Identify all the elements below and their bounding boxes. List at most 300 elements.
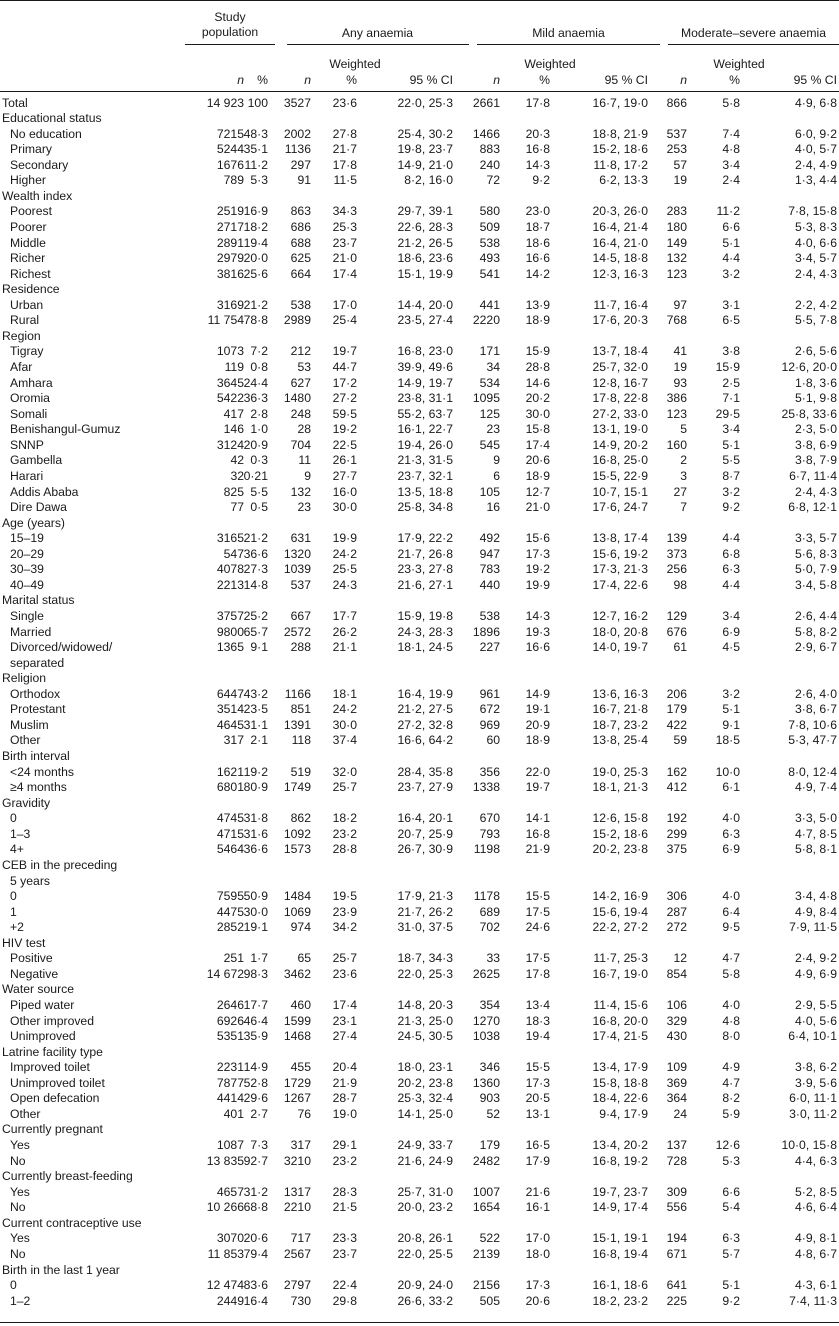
row-label: Somali [10,406,48,421]
cell-mild-n: 522 [479,1231,500,1246]
table-row [0,562,839,578]
cell-any-ci: 24·5, 30·5 [397,1029,453,1044]
cell-modsev-n: 225 [666,1293,687,1308]
cell-mild-pct: 19·1 [525,702,550,717]
cell-mild-ci: 19·7, 23·7 [592,1184,648,1199]
cell-pop-pct: 30·0 [243,904,268,919]
cell-any-ci: 23·3, 27·8 [397,562,453,577]
cell-any-pct: 19·7 [332,344,357,359]
cell-modsev-pct: 8·0 [722,1029,740,1044]
cell-mild-n: 1038 [472,1029,500,1044]
cell-mild-n: 354 [479,997,500,1012]
cell-pop-pct: 16·4 [243,1293,268,1308]
cell-modsev-pct: 9·1 [722,717,740,732]
cell-modsev-pct: 7·4 [722,126,740,141]
cell-pop-n: 146 [223,422,244,437]
cell-mild-n: 1466 [472,126,500,141]
cell-mild-n: 2625 [472,966,500,981]
cell-pop-pct: 79·4 [243,1246,268,1261]
cell-modsev-n: 12 [673,951,687,966]
cell-mild-ci: 14·9, 17·4 [592,1200,648,1215]
row-label: 1–3 [10,826,31,841]
cell-any-ci: 25·7, 31·0 [397,1184,453,1199]
cell-any-n: 1729 [283,1075,311,1090]
cell-mild-ci: 16·1, 18·6 [592,1278,648,1293]
cell-mild-ci: 16·7, 19·0 [592,966,648,981]
cell-mild-n: 440 [479,577,500,592]
cell-any-pct: 23·7 [332,1246,357,1261]
row-label: Other [10,1106,41,1121]
cell-modsev-ci: 4·0, 6·6 [794,235,837,250]
column-header-modsev-pct: % [729,73,740,87]
cell-any-pct: 32·0 [332,764,357,779]
cell-any-pct: 19·5 [332,889,357,904]
row-label: Secondary [10,157,69,172]
cell-mild-pct: 28·8 [525,360,550,375]
cell-mild-n: 6 [493,468,500,483]
cell-any-ci: 21·6, 24·9 [397,1153,453,1168]
cell-pop-n: 1621 [216,764,244,779]
cell-any-ci: 25·3, 32·4 [397,1091,453,1106]
column-header-pop-n: n [237,73,244,87]
table-group-row [0,1216,839,1232]
cell-any-ci: 21·7, 26·2 [397,904,453,919]
cell-mild-n: 2661 [472,95,500,110]
cell-pop-n: 1087 [216,1138,244,1153]
cell-any-ci: 24·3, 28·3 [397,624,453,639]
cell-modsev-pct: 5·1 [722,437,740,452]
cell-pop-pct: 25·6 [243,266,268,281]
cell-modsev-ci: 2·4, 4·9 [794,157,837,172]
cell-mild-pct: 19·3 [525,624,550,639]
cell-mild-pct: 17·8 [525,966,550,981]
cell-mild-pct: 24·6 [525,920,550,935]
cell-any-ci: 22·6, 28·3 [397,219,453,234]
cell-any-ci: 23·7, 32·1 [397,468,453,483]
cell-any-pct: 17·8 [332,157,357,172]
cell-any-pct: 21·5 [332,1200,357,1215]
cell-any-ci: 14·9, 19·7 [397,375,453,390]
cell-modsev-n: 5 [680,422,687,437]
row-label: Oromia [10,391,50,406]
cell-modsev-n: 129 [666,608,687,623]
cell-any-ci: 14·9, 21·0 [397,157,453,172]
row-label: 4+ [10,842,24,857]
cell-modsev-n: 854 [666,966,687,981]
cell-modsev-ci: 6·0, 9·2 [794,126,837,141]
cell-pop-n: 5351 [216,1029,244,1044]
cell-pop-pct: 16·9 [243,204,268,219]
cell-mild-n: 171 [479,344,500,359]
cell-pop-n: 4475 [216,904,244,919]
cell-modsev-ci: 3·4, 5·7 [794,251,837,266]
cell-mild-ci: 25·7, 32·0 [592,360,648,375]
cell-pop-n: 401 [223,1106,244,1121]
cell-modsev-pct: 5·3 [722,1153,740,1168]
cell-any-ci: 21·6, 27·1 [397,577,453,592]
cell-mild-ci: 18·2, 23·2 [592,1293,648,1308]
row-label: Single [10,608,44,623]
cell-modsev-n: 386 [666,391,687,406]
cell-mild-ci: 11·4, 15·6 [593,997,648,1012]
cell-modsev-n: 93 [673,375,687,390]
cell-mild-n: 23 [486,422,500,437]
cell-modsev-ci: 3·8, 7·9 [794,453,837,468]
cell-modsev-pct: 3·2 [722,266,740,281]
cell-pop-n: 6447 [216,686,244,701]
cell-pop-pct: 19·2 [243,764,268,779]
cell-modsev-ci: 7·4, 11·3 [789,1293,837,1308]
cell-any-pct: 16·0 [332,484,357,499]
cell-mild-ci: 12·7, 16·2 [592,608,648,623]
cell-pop-n: 7595 [216,889,244,904]
cell-pop-n: 2519 [216,204,244,219]
cell-mild-pct: 18·3 [525,1013,550,1028]
cell-modsev-pct: 6·9 [722,842,740,857]
cell-mild-ci: 17·4, 21·5 [592,1029,648,1044]
cell-mild-ci: 12·6, 15·8 [592,811,648,826]
cell-mild-n: 60 [486,733,500,748]
cell-mild-pct: 15·8 [525,422,550,437]
cell-mild-n: 534 [479,375,500,390]
cell-mild-ci: 18·4, 22·6 [592,1091,648,1106]
table-row [0,780,839,796]
cell-mild-n: 1360 [472,1075,500,1090]
table-group-row [0,282,839,298]
table-row [0,1091,839,1107]
column-header-mild-pct: % [539,73,550,87]
cell-any-pct: 21·9 [332,1075,357,1090]
row-label: Richer [10,251,46,266]
cell-any-ci: 16·6, 64·2 [397,733,453,748]
cell-modsev-pct: 4·0 [722,811,740,826]
cell-modsev-ci: 2·9, 5·5 [794,997,837,1012]
cell-mild-ci: 12·3, 16·3 [592,266,648,281]
cell-pop-n: 9800 [216,624,244,639]
cell-any-pct: 19·0 [332,1106,357,1121]
table-row [0,733,839,749]
cell-pop-pct: 14·9 [243,1060,268,1075]
cell-mild-n: 34 [486,360,500,375]
row-label: 1 [10,904,17,919]
cell-pop-n: 7877 [216,1075,244,1090]
cell-modsev-pct: 5·9 [722,1106,740,1121]
table-row [0,811,839,827]
cell-any-pct: 23·3 [332,1231,357,1246]
row-label: Wealth index [2,188,73,203]
cell-mild-ci: 13·1, 19·0 [592,422,648,437]
cell-modsev-pct: 6·6 [722,219,740,234]
cell-any-pct: 59·5 [332,406,357,421]
cell-mild-n: 125 [479,406,500,421]
cell-mild-pct: 16·6 [525,251,550,266]
cell-pop-pct: 21·2 [243,297,268,312]
cell-any-pct: 23·2 [332,826,357,841]
cell-any-n: 1069 [283,904,311,919]
row-label: Birth interval [2,749,70,764]
cell-mild-pct: 14·3 [525,157,550,172]
cell-pop-pct: 7·2 [250,344,268,359]
cell-mild-ci: 10·7, 15·1 [592,484,648,499]
cell-any-n: 1749 [283,780,311,795]
cell-modsev-pct: 12·6 [715,1138,740,1153]
row-label: Current contraceptive use [2,1215,142,1230]
cell-mild-n: 538 [479,235,500,250]
cell-mild-n: 670 [479,811,500,826]
row-label: 0 [10,811,17,826]
cell-mild-pct: 16·8 [525,142,550,157]
cell-any-n: 974 [290,920,311,935]
cell-modsev-ci: 4·9, 8·4 [794,904,837,919]
cell-modsev-n: 272 [666,920,687,935]
row-label: Currently breast-feeding [2,1169,133,1184]
cell-modsev-pct: 3·2 [722,484,740,499]
cell-modsev-n: 866 [666,95,687,110]
table-row [0,656,839,672]
table-row [0,313,839,329]
cell-any-pct: 27·8 [332,126,357,141]
cell-mild-pct: 20·6 [525,453,550,468]
table-group-row [0,858,839,874]
row-label: Protestant [10,702,66,717]
cell-modsev-n: 179 [666,702,687,717]
table-row [0,376,839,392]
cell-pop-n: 4715 [216,826,244,841]
table-row [0,547,839,563]
cell-pop-n: 2891 [216,235,244,250]
cell-modsev-pct: 4·0 [722,997,740,1012]
cell-pop-n: 7215 [216,126,244,141]
table-row [0,874,839,890]
row-label: Piped water [10,997,75,1012]
row-label: 30–39 [10,562,44,577]
cell-mild-ci: 17·4, 22·6 [592,577,648,592]
cell-any-ci: 15·9, 19·8 [397,608,453,623]
cell-modsev-pct: 4·4 [722,251,740,266]
cell-any-pct: 34·2 [332,920,357,935]
table-row [0,453,839,469]
cell-mild-pct: 18·9 [525,468,550,483]
cell-mild-ci: 18·7, 23·2 [592,717,648,732]
cell-mild-ci: 16·8, 25·0 [592,453,648,468]
cell-any-n: 631 [290,531,311,546]
row-label: Afar [10,360,33,375]
cell-modsev-n: 27 [673,484,687,499]
cell-mild-n: 179 [479,1138,500,1153]
cell-pop-pct: 21·2 [243,531,268,546]
cell-any-n: 863 [290,204,311,219]
cell-modsev-n: 123 [666,266,687,281]
cell-pop-pct: 52·8 [243,1075,268,1090]
cell-pop-n: 3070 [216,1231,244,1246]
table-row [0,640,839,656]
row-label: Yes [10,1138,30,1153]
row-label: Currently pregnant [2,1122,103,1137]
cell-modsev-ci: 8·0, 12·4 [788,764,837,779]
cell-any-ci: 19·8, 23·7 [397,142,453,157]
cell-any-pct: 24·2 [332,546,357,561]
cell-mild-pct: 15·6 [525,531,550,546]
cell-modsev-pct: 4·7 [722,1075,740,1090]
cell-modsev-ci: 5·5, 7·8 [794,313,837,328]
table-row [0,407,839,423]
row-label: 0 [10,889,17,904]
cell-any-pct: 25·5 [332,562,357,577]
cell-pop-n: 2449 [216,1293,244,1308]
cell-any-pct: 29·8 [332,1293,357,1308]
cell-any-n: 2002 [283,126,311,141]
table-row [0,1247,839,1263]
column-header-modsev-n: n [680,73,687,87]
cell-pop-pct: 9·1 [250,640,268,655]
cell-any-pct: 17·2 [332,375,357,390]
cell-any-ci: 22·0, 25·5 [397,1246,453,1261]
cell-any-ci: 16·4, 19·9 [397,686,453,701]
cell-modsev-ci: 4·9, 8·1 [794,1231,837,1246]
row-label: ≥4 months [10,780,67,795]
cell-any-pct: 25·7 [332,780,357,795]
row-label: Latrine facility type [2,1044,103,1059]
cell-modsev-pct: 3·2 [722,686,740,701]
cell-any-ci: 13·5, 18·8 [397,484,453,499]
table-row [0,360,839,376]
cell-any-ci: 25·4, 30·2 [397,126,453,141]
cell-mild-ci: 16·7, 19·0 [592,95,648,110]
cell-pop-pct: 20·0 [243,251,268,266]
cell-pop-n: 251 [223,951,244,966]
cell-pop-pct: 18·2 [243,219,268,234]
cell-any-pct: 28·3 [332,1184,357,1199]
cell-any-ci: 22·0, 25·3 [397,95,453,110]
cell-mild-n: 441 [479,297,500,312]
cell-mild-ci: 15·2, 18·6 [592,142,648,157]
cell-any-pct: 23·2 [332,1153,357,1168]
row-label: Improved toilet [10,1060,90,1075]
table-row [0,1294,839,1310]
cell-pop-n: 4645 [216,717,244,732]
cell-modsev-ci: 5·1, 9·8 [794,391,837,406]
row-label: +2 [10,920,24,935]
cell-any-pct: 25·4 [332,313,357,328]
cell-modsev-pct: 6·4 [722,904,740,919]
cell-mild-n: 2139 [472,1246,500,1261]
cell-modsev-n: 430 [666,1029,687,1044]
cell-pop-n: 11 853 [207,1246,244,1261]
cell-pop-pct: 29·6 [243,1091,268,1106]
cell-modsev-pct: 4·8 [722,142,740,157]
cell-any-n: 2989 [283,313,311,328]
cell-mild-n: 2220 [472,313,500,328]
cell-mild-pct: 15·5 [525,889,550,904]
cell-any-ci: 27·2, 32·8 [397,717,453,732]
cell-mild-ci: 27·2, 33·0 [592,406,648,421]
cell-pop-n: 3124 [216,437,244,452]
column-header-any-ci: 95 % CI [409,73,453,87]
cell-pop-pct: 0·8 [250,360,268,375]
cell-modsev-pct: 6·6 [722,1184,740,1199]
cell-mild-pct: 17·8 [525,95,550,110]
cell-modsev-pct: 5·1 [722,1278,740,1293]
cell-modsev-n: 24 [673,1106,687,1121]
row-label: Negative [10,966,59,981]
cell-mild-n: 105 [479,484,500,499]
row-label: Addis Ababa [10,484,79,499]
cell-any-n: 2210 [283,1200,311,1215]
row-label: Middle [10,235,46,250]
table-row [0,422,839,438]
cell-any-n: 9 [304,468,311,483]
cell-any-pct: 28·8 [332,842,357,857]
row-label: Yes [10,1231,30,1246]
row-label: Benishangul-Gumuz [10,422,121,437]
cell-modsev-ci: 3·3, 5·0 [794,811,837,826]
cell-pop-pct: 78·8 [243,313,268,328]
cell-modsev-pct: 3·8 [722,344,740,359]
cell-any-n: 460 [290,997,311,1012]
cell-mild-ci: 15·8, 18·8 [592,1075,648,1090]
cell-any-ci: 20·8, 26·1 [397,1231,453,1246]
cell-mild-n: 9 [493,453,500,468]
table-row [0,251,839,267]
cell-pop-n: 2231 [216,1060,244,1075]
cell-any-pct: 37·4 [332,733,357,748]
cell-modsev-pct: 4·4 [722,531,740,546]
cell-any-ci: 18·7, 34·3 [397,951,453,966]
cell-modsev-pct: 3·4 [722,608,740,623]
cell-any-n: 1468 [283,1029,311,1044]
cell-mild-ci: 13·8, 25·4 [592,733,648,748]
cell-mild-n: 580 [479,204,500,219]
row-label: Unimproved toilet [10,1075,105,1090]
cell-mild-pct: 18·7 [525,219,550,234]
cell-any-n: 3210 [283,1153,311,1168]
cell-any-n: 688 [290,235,311,250]
cell-modsev-n: 3 [680,468,687,483]
cell-pop-pct: 14·8 [243,577,268,592]
cell-modsev-n: 59 [673,733,687,748]
cell-any-pct: 23·1 [332,1013,357,1028]
cell-any-pct: 17·0 [332,297,357,312]
cell-any-pct: 26·2 [332,624,357,639]
cell-mild-ci: 15·6, 19·4 [592,904,648,919]
cell-any-n: 717 [290,1231,311,1246]
cell-modsev-ci: 6·4, 10·1 [788,1029,837,1044]
row-label: Higher [10,173,46,188]
cell-mild-n: 689 [479,904,500,919]
table-row [0,625,839,641]
cell-mild-n: 1178 [473,889,500,904]
column-header-any-pct: % [346,73,357,87]
cell-any-n: 1480 [283,391,311,406]
cell-modsev-pct: 6·5 [722,313,740,328]
cell-any-n: 862 [290,811,311,826]
row-label: No [10,1153,26,1168]
table-group-row [0,1169,839,1185]
row-label: Marital status [2,593,75,608]
cell-any-ci: 22·0, 25·3 [397,966,453,981]
cell-pop-pct: 36·6 [243,546,268,561]
cell-any-n: 1573 [283,842,311,857]
cell-mild-n: 1007 [472,1184,500,1199]
table-group-row [0,189,839,205]
cell-pop-n: 3514 [216,702,244,717]
cell-mild-ci: 17·8, 22·8 [592,391,648,406]
cell-any-n: 65 [297,951,311,966]
cell-modsev-ci: 4·9, 6·9 [794,966,837,981]
cell-pop-n: 4414 [216,1091,244,1106]
cell-pop-pct: 65·7 [243,624,268,639]
cell-pop-pct: 50·9 [243,889,268,904]
